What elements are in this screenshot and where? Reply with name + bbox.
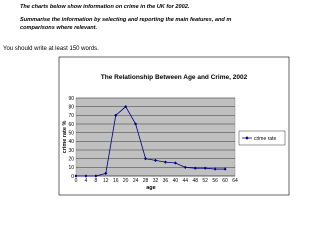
- x-axis-label: age: [146, 185, 156, 191]
- y-tick-label: 60: [68, 121, 74, 128]
- x-tick-label: 40: [172, 178, 179, 184]
- x-tick-label: 24: [132, 178, 139, 184]
- plot-area: [76, 98, 235, 176]
- chart-title: The Relationship Between Age and Crime, 2002: [100, 74, 248, 81]
- y-axis-label: crime rate %: [62, 120, 68, 154]
- y-tick-label: 0: [71, 173, 74, 180]
- y-tick-label: 20: [68, 156, 74, 163]
- legend-label: crime rate: [254, 136, 277, 142]
- x-tick-label: 16: [112, 178, 119, 184]
- legend: [239, 131, 285, 145]
- x-tick-label: 20: [122, 178, 129, 184]
- y-tick-label: 40: [68, 139, 74, 146]
- x-tick-label: 8: [94, 178, 98, 184]
- x-tick-label: 44: [182, 178, 189, 184]
- y-tick-label: 10: [68, 165, 74, 172]
- task-line-3: comparisons where relevant.: [20, 25, 98, 31]
- x-tick-label: 48: [192, 178, 199, 184]
- x-tick-label: 32: [152, 178, 159, 184]
- y-tick-label: 80: [68, 104, 74, 111]
- x-tick-label: 12: [103, 178, 109, 184]
- y-tick-label: 70: [68, 113, 74, 120]
- x-tick-label: 64: [232, 178, 238, 184]
- task-line-1: The charts below show information on crime in the UK for 2002.: [20, 4, 190, 10]
- x-tick-label: 28: [142, 178, 149, 184]
- x-tick-label: 56: [212, 178, 218, 184]
- x-tick-label: 60: [222, 178, 228, 184]
- word-count-instruction: You should write at least 150 words.: [3, 46, 99, 52]
- x-tick-label: 52: [202, 178, 208, 184]
- y-tick-label: 50: [68, 130, 74, 137]
- task-line-2: Summarise the information by selecting and reporting the main features, and m: [20, 17, 232, 23]
- x-tick-label: 0: [74, 178, 78, 184]
- x-tick-label: 4: [84, 178, 88, 184]
- y-tick-label: 30: [68, 147, 74, 154]
- x-tick-label: 36: [162, 178, 169, 184]
- y-tick-label: 90: [68, 95, 74, 102]
